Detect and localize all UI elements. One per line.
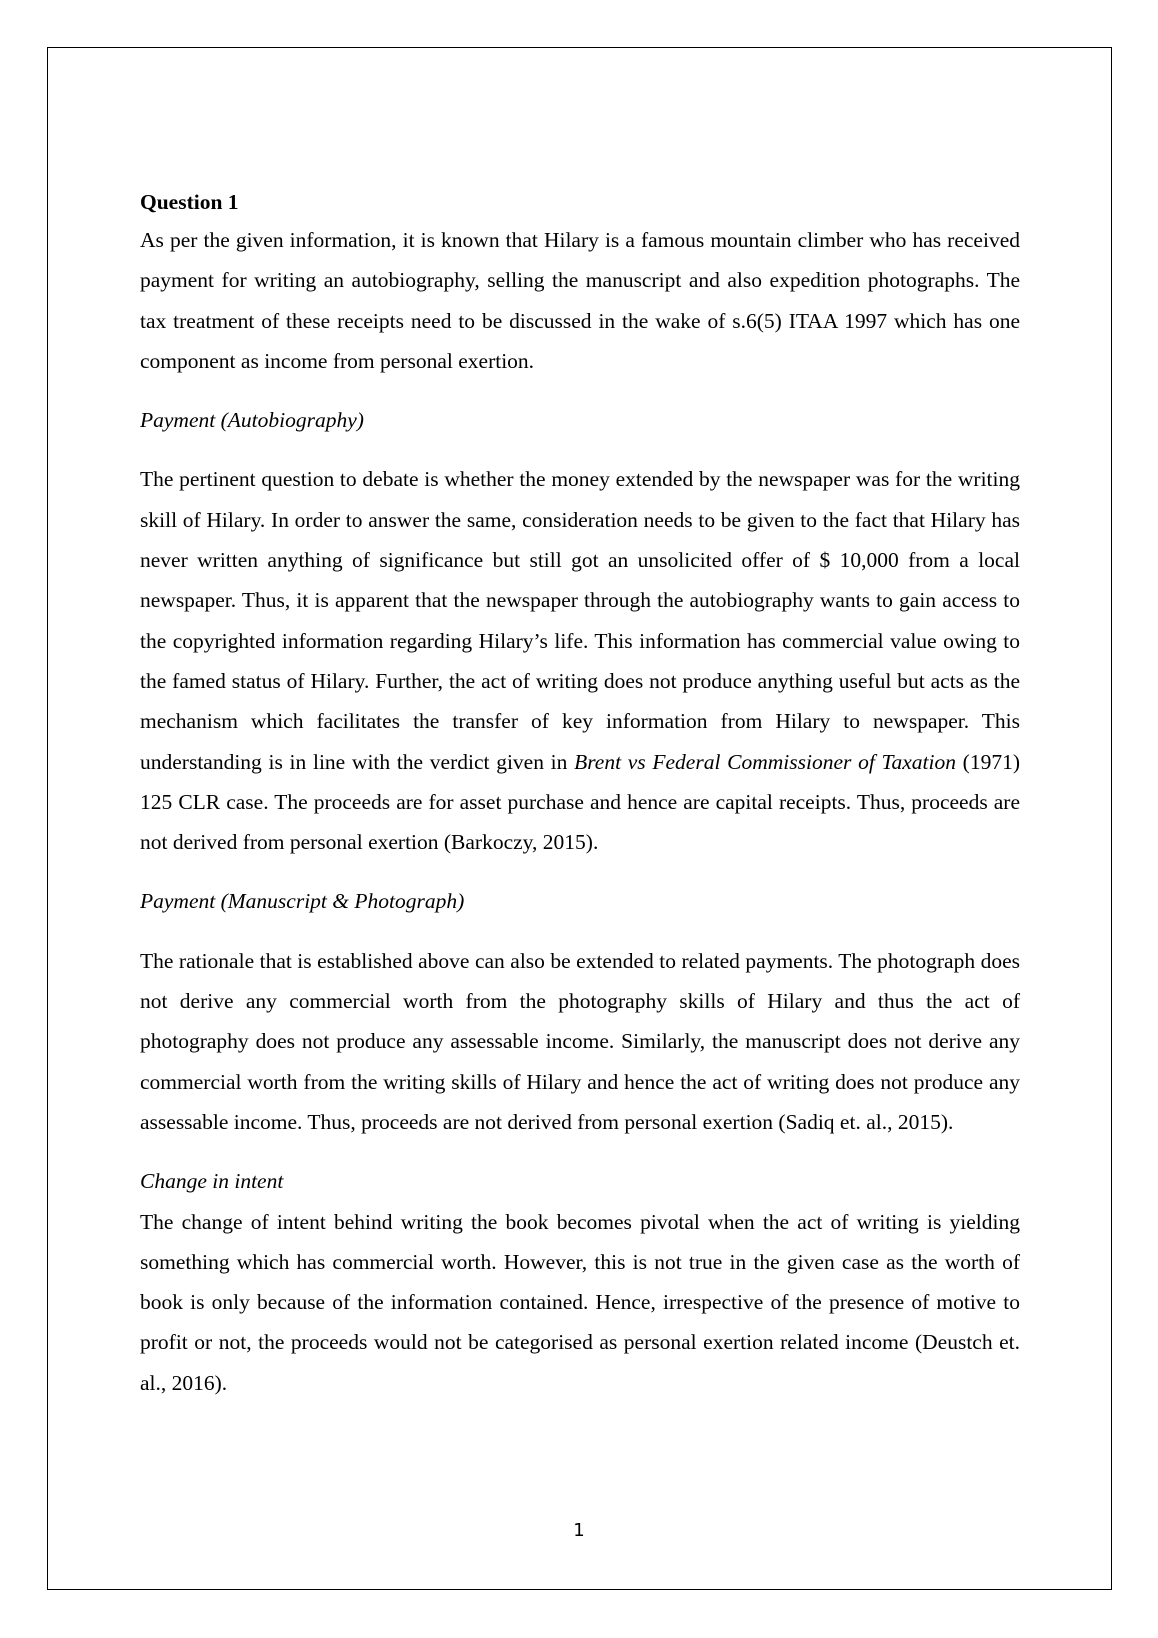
section-autobiography-body: [140, 459, 1020, 862]
section-intent-body: The change of intent behind writing the book becomes pivotal when the act of writing is yielding something which has commercial worth. However, this is not true in the given case as the worth of book is only because of the information contained. Hence, irrespective of the presence of motive to profit or not, the proceeds would not be categorised as personal exertion related income (Deustch et. al., 2016).: [140, 1209, 1020, 1395]
section-manuscript-title: Payment (Manuscript & Photograph): [140, 889, 465, 914]
document-body: [140, 184, 1020, 1403]
section-autobiography-title: Payment (Autobiography): [140, 408, 364, 433]
autobiography-text-after-case: (1971) 125 CLR case. The proceeds are for asset purchase and hence are capital receipts. Thus, proceeds are not derived from personal exertion (Barkoczy, 2015).: [140, 749, 1020, 855]
section-intent-title: Change in intent: [140, 1169, 284, 1194]
case-name: Brent vs Federal Commissioner of Taxation: [574, 749, 956, 774]
autobiography-text-before-case: The pertinent question to debate is whether the money extended by the newspaper was for the writing skill of Hilary. In order to answer the same, consideration needs to be given to the fact that Hilary has never written anything of significance but still got an unsolicited offer of $ 10,000 from a local newspaper. Thus, it is apparent that the newspaper through the autobiography wants to gain access to the copyrighted information regarding Hilary’s life. This information has commercial value owing to the famed status of Hilary. Further, the act of writing does not produce anything useful but acts as the mechanism which facilitates the transfer of key information from Hilary to newspaper. This understanding is in line with the verdict given in: [140, 467, 1020, 774]
question-heading: Question 1: [140, 190, 239, 214]
page-number: 1: [573, 1520, 585, 1541]
section-manuscript-body: The rationale that is established above can also be extended to related payments. The photograph does not derive any commercial worth from the photography skills of Hilary and thus the act of photography does not produce any assessable income. Similarly, the manuscript does not derive any commercial worth from the writing skills of Hilary and hence the act of writing does not produce any assessable income. Thus, proceeds are not derived from personal exertion (Sadiq et. al., 2015).: [140, 948, 1020, 1134]
intro-paragraph: As per the given information, it is known that Hilary is a famous mountain climber who has received payment for writing an autobiography, selling the manuscript and also expedition photographs. The tax treatment of these receipts need to be discussed in the wake of s.6(5) ITAA 1997 which has one component as income from personal exertion.: [140, 228, 1020, 373]
